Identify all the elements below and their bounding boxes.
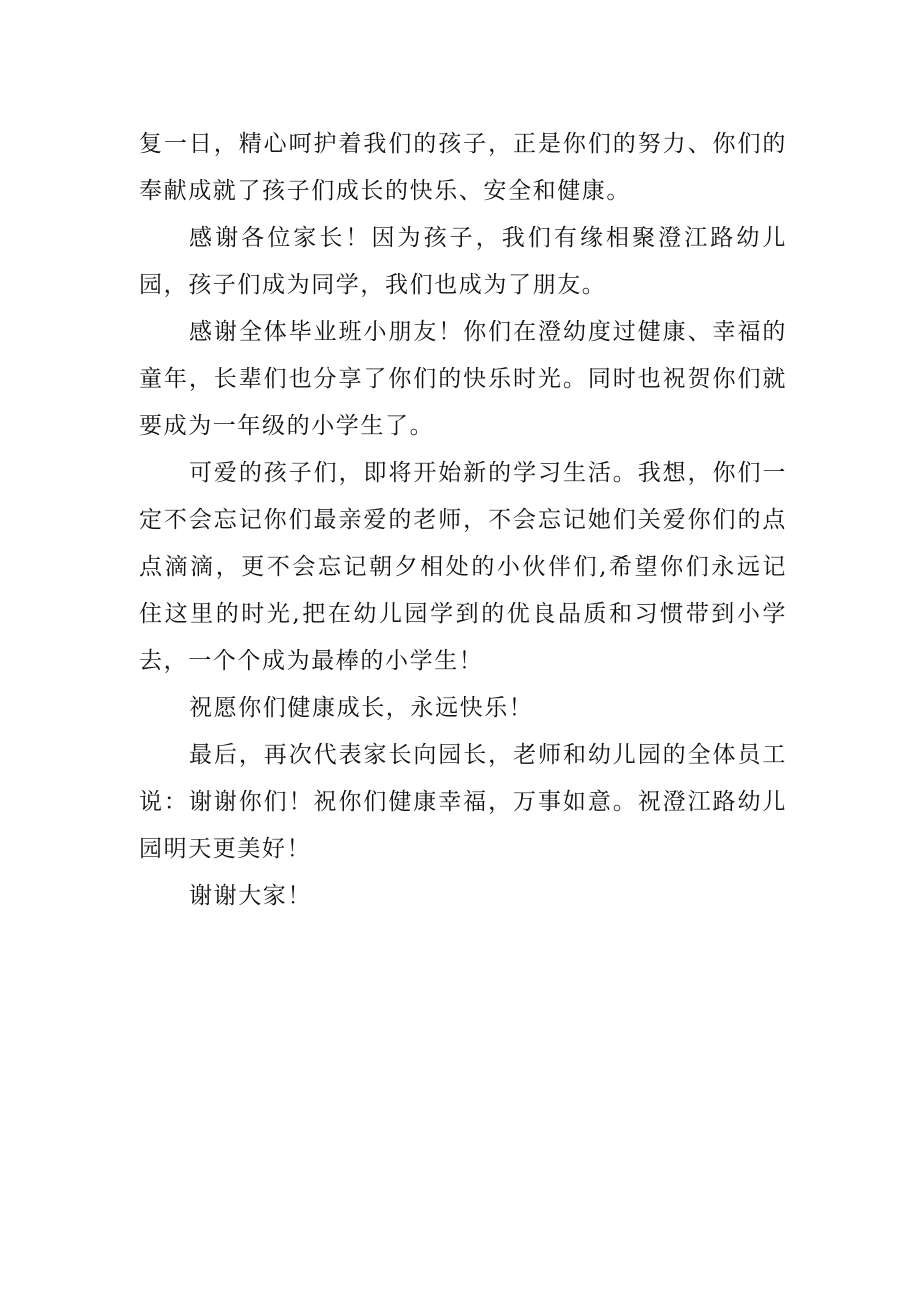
paragraph-thank-you-all: 谢谢大家！: [189, 883, 312, 909]
paragraph-continued: 复一日，精心呵护着我们的孩子，正是你们的努力、你们的奉献成就了孩子们成长的快乐、安全和健康。: [139, 131, 787, 204]
paragraph-to-children: 可爱的孩子们，即将开始新的学习生活。我想，你们一定不会忘记你们最亲爱的老师，不会忘记她们关爱你们的点点滴滴，更不会忘记朝夕相处的小伙伴们,希望你们永远记住这里的时光,把在幼儿园学到的优良品质和习惯带到小学去，一个个成为最棒的小学生！: [139, 460, 787, 674]
paragraph-thanks-graduates: 感谢全体毕业班小朋友！你们在澄幼度过健康、幸福的童年，长辈们也分享了你们的快乐时光。同时也祝贺你们就要成为一年级的小学生了。: [139, 319, 787, 439]
paragraph-wishes: 祝愿你们健康成长，永远快乐！: [189, 695, 534, 721]
paragraph-thanks-parents: 感谢各位家长！因为孩子，我们有缘相聚澄江路幼儿园，孩子们成为同学，我们也成为了朋友。: [139, 225, 787, 298]
document-body: [139, 121, 787, 920]
paragraph-closing: 最后，再次代表家长向园长，老师和幼儿园的全体员工说：谢谢你们！祝你们健康幸福，万事如意。祝澄江路幼儿园明天更美好！: [139, 742, 787, 862]
